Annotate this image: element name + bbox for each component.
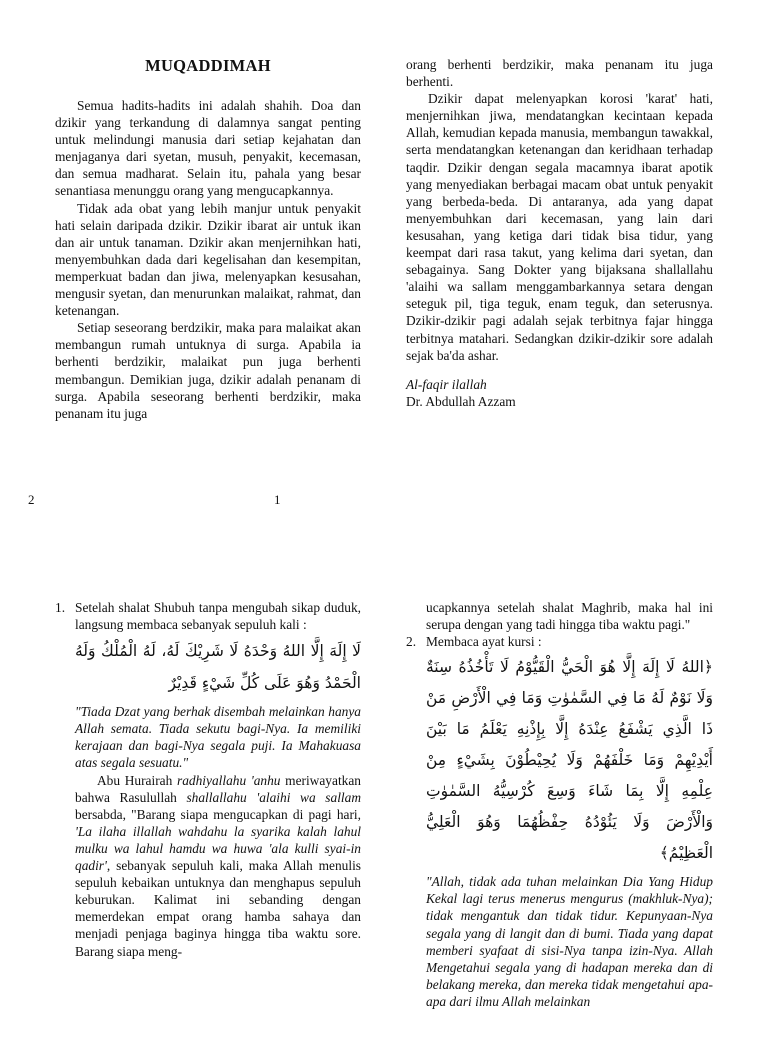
signature-line-2: Dr. Abdullah Azzam	[406, 393, 516, 409]
paragraph: Semua hadits-hadits ini adalah shahih. Doa dan dzikir yang terkandung di dalamnya sangat penting untuk melindungi manusia dari setiap kejahatan dan menjaganya dari syetan, musuh, penyakit, kecemasan, dan semua madharat. Selain itu, pahala yang besar senantiasa menunggu orang yang mengucapkannya.	[55, 98, 361, 199]
list-item-2	[406, 633, 713, 650]
item-number: 1.	[55, 600, 66, 615]
signature-line-1: Al-faqir ilallah	[406, 376, 487, 392]
paragraph: Abu Hurairah radhiyallahu 'anhu meriwayatkan bahwa Rasulullah shallallahu 'alaihi wa sallam bersabda, "Barang siapa mengucapkan di pagi hari, 'La ilaha illallah wahdahu la syarika kalah lahul mulku wa lahul hamdu wa huwa 'ala kulli syai-in qadir', sebanyak sepuluh kali, maka Allah menulis sepuluh kebaikan untuknya dan menghapus sepuluh keburukan. Kalimat ini sebanding dengan memerdekan empat orang hamba sahaya dan menjadi penjaga baginya hingga tiba waktu sore. Barang siapa meng-	[75, 772, 361, 959]
translation: "Allah, tidak ada tuhan melainkan Dia Yang Hidup Kekal lagi terus menerus mengurus (makhluk-Nya); tidak mengantuk dan tidak tidur. Kepunyaan-Nya segala yang di langit dan di bumi. Tiada yang dapat memberi syafaat di sisi-Nya tanpa izin-Nya. Allah Mengetahui segala yang di hadapan mereka dan di belakang mereka, dan mereka tidak mengetahui apa-apa dari ilmu Allah melainkan	[426, 874, 713, 1009]
translation: "Tiada Dzat yang berhak disembah melainkan hanya Allah semata. Tiada sekutu bagi-Nya. Ia memiliki kerajaan dan bagi-Nya segala puji. Ia Mahakuasa atas segala sesuatu."	[75, 704, 361, 771]
top-right-column	[406, 56, 713, 410]
page-number: 2	[28, 492, 35, 507]
page-number: 1	[274, 492, 281, 507]
item-text: Setelah shalat Shubuh tanpa mengubah sikap duduk, langsung membaca sebanyak sepuluh kali :	[75, 600, 361, 633]
arabic-text: لَا إِلَهَ إِلَّا اللهُ وَحْدَهُ لَا شَرِيْكَ لَهُ، لَهُ الْمُلْكُ وَلَهُ الْحَمْدُ وَهُوَ عَلَى كُلِّ شَيْءٍ قَدِيْرٌ	[75, 642, 361, 693]
page-title: MUQADDIMAH	[145, 56, 271, 75]
bottom-left-column	[55, 599, 361, 994]
paragraph: Dzikir dapat melenyapkan korosi 'karat' hati, menjernihkan jiwa, mendatangkan kecintaan kepada Allah, kemudian kepada manusia, membangun tawakkal, serta mendatangkan ketenangan dan keridhaan terhadap taqdir. Dzikir dengan segala macamnya ibarat apotik yang menyediakan berbagai macam obat untuk penyakit yang berbeda-beda. Di antaranya, ada yang dapat menyembuhkan dari kecemasan, yang lain dari kesusahan, yang ketiga dari tidak bisa tidur, yang keempat dari rasa takut, yang kelima dari syetan, dan sebagainya. Sang Dokter yang bijaksana shallallahu 'alaihi wa sallam menggambarkannya setara dengan seteguk pil, tiga teguk, enam teguk, dan seterusnya. Dzikir-dzikir pagi adalah sejak terbitnya fajar hingga terbitnya matahari. Sedangkan dzikir-dzikir sore adalah sejak ba'da ashar.	[406, 91, 713, 363]
item-number: 2.	[406, 634, 417, 650]
paragraph: Tidak ada obat yang lebih manjur untuk penyakit hati selain daripada dzikir. Dzikir ibarat air untuk ikan dan air untuk tanaman. Dzikir akan menjernihkan hati, menyembuhkan dada dari kegelisahan dan kesempitan, memperkuat badan dan jiwa, melenyapkan kesusahan, mengusir syetan, dan menurunkan malaikat, rahmat, dan ketenangan.	[55, 200, 361, 319]
bottom-right-column	[406, 599, 713, 1049]
paragraph: Setiap seseorang berdzikir, maka para malaikat akan membangun rumah untuknya di surga. Apabila ia berhenti berdzikir, malaikat pun juga berhenti membangun. Demikian juga, dzikir adalah penanam di surga. Apabila seseorang berhenti berdzikir, maka penanam itu juga	[55, 320, 361, 421]
paragraph: ucapkannya setelah shalat Maghrib, maka hal ini serupa dengan yang tadi hingga tiba waktu pagi."	[426, 600, 713, 633]
top-left-column	[55, 97, 361, 421]
arabic-text: ﴿اللهُ لَا إِلَهَ إِلَّا هُوَ الْحَيُّ الْقَيُّوْمُ لَا تَأْخُذُهُ سِنَةٌ وَلَا نَوْمٌ لَهُ مَا فِي السَّمٰوٰتِ وَمَا فِي الْأَرْضِ مَنْ ذَا الَّذِي يَشْفَعُ عِنْدَهُ إِلَّا بِإِذْنِهِ يَعْلَمُ مَا بَيْنَ أَيْدِيْهِمْ وَمَا خَلْفَهُمْ وَلَا يُحِيْطُوْنَ بِشَيْءٍ مِنْ عِلْمِهِ إِلَّا بِمَا شَاءَ وَسِعَ كُرْسِيُّهُ السَّمٰوٰتِ وَالْأَرْضَ وَلَا يَئُوْدُهُ حِفْظُهُمَا وَهُوَ الْعَلِيُّ الْعَظِيْمُ﴾	[426, 658, 713, 863]
item-text: Membaca ayat kursi :	[426, 634, 542, 650]
paragraph: orang berhenti berdzikir, maka penanam itu juga berhenti.	[406, 57, 713, 90]
list-item-1	[55, 599, 361, 633]
